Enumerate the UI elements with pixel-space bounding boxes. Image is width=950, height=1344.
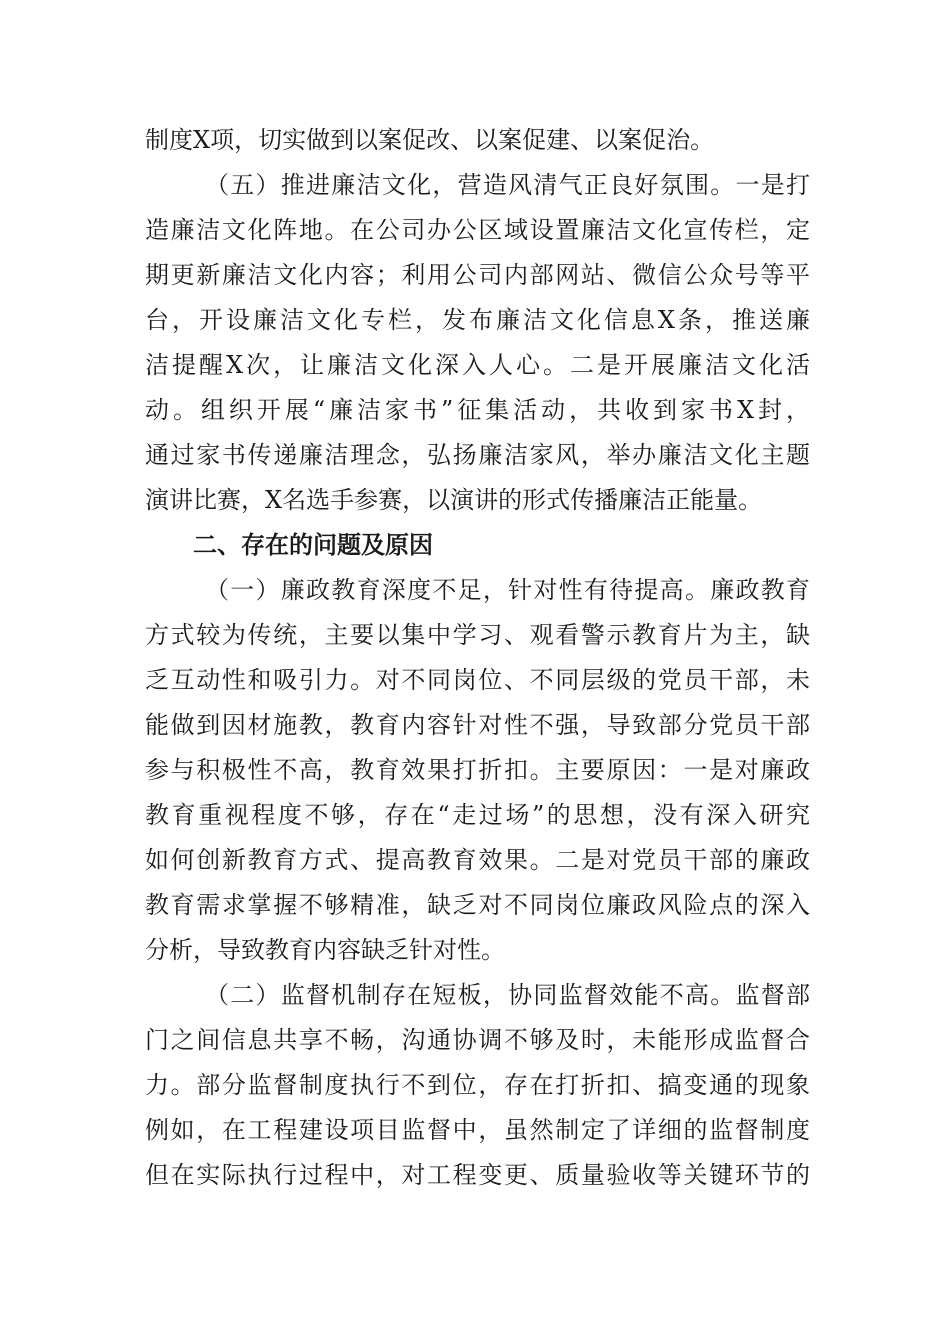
- paragraph-line: 制度X项，切实做到以案促改、以案促建、以案促治。: [145, 126, 715, 154]
- paragraph-line: 乏互动性和吸引力。对不同岗位、不同层级的党员干部，未: [145, 666, 810, 694]
- paragraph-line: 但在实际执行过程中，对工程变更、质量验收等关键环节的: [145, 1161, 810, 1189]
- subsection-one-first-line: （一）廉政教育深度不足，针对性有待提高。廉政教育: [205, 576, 810, 604]
- paragraph-line: 能做到因材施教，教育内容针对性不强，导致部分党员干部: [145, 711, 810, 739]
- paragraph-line: 例如，在工程建设项目监督中，虽然制定了详细的监督制度: [145, 1116, 810, 1144]
- paragraph-line: 方式较为传统，主要以集中学习、观看警示教育片为主，缺: [145, 621, 810, 649]
- paragraph-line: 参与积极性不高，教育效果打折扣。主要原因：一是对廉政: [145, 756, 810, 784]
- paragraph-line: 教育重视程度不够，存在“走过场”的思想，没有深入研究: [145, 801, 810, 829]
- paragraph-line: 门之间信息共享不畅，沟通协调不够及时，未能形成监督合: [145, 1026, 810, 1054]
- paragraph-line: 通过家书传递廉洁理念，弘扬廉洁家风，举办廉洁文化主题: [145, 441, 810, 469]
- subsection-two-first-line: （二）监督机制存在短板，协同监督效能不高。监督部: [205, 981, 810, 1009]
- paragraph-line: 台，开设廉洁文化专栏，发布廉洁文化信息X条，推送廉: [145, 306, 810, 334]
- paragraph-line: 教育需求掌握不够精准，缺乏对不同岗位廉政风险点的深入: [145, 891, 810, 919]
- paragraph-line: 洁提醒X次，让廉洁文化深入人心。二是开展廉洁文化活: [145, 351, 810, 379]
- section-heading: 二、存在的问题及原因: [193, 531, 433, 559]
- paragraph-line: 分析，导致教育内容缺乏针对性。: [145, 936, 505, 964]
- paragraph-line: 期更新廉洁文化内容；利用公司内部网站、微信公众号等平: [145, 261, 810, 289]
- section-five-first-line: （五）推进廉洁文化，营造风清气正良好氛围。一是打: [205, 171, 810, 199]
- paragraph-line: 如何创新教育方式、提高教育效果。二是对党员干部的廉政: [145, 846, 810, 874]
- paragraph-line: 力。部分监督制度执行不到位，存在打折扣、搞变通的现象: [145, 1071, 810, 1099]
- paragraph-line: 造廉洁文化阵地。在公司办公区域设置廉洁文化宣传栏，定: [145, 216, 810, 244]
- paragraph-line: 演讲比赛，X名选手参赛，以演讲的形式传播廉洁正能量。: [145, 486, 763, 514]
- paragraph-line: 动。组织开展“廉洁家书”征集活动，共收到家书X封，: [145, 396, 810, 424]
